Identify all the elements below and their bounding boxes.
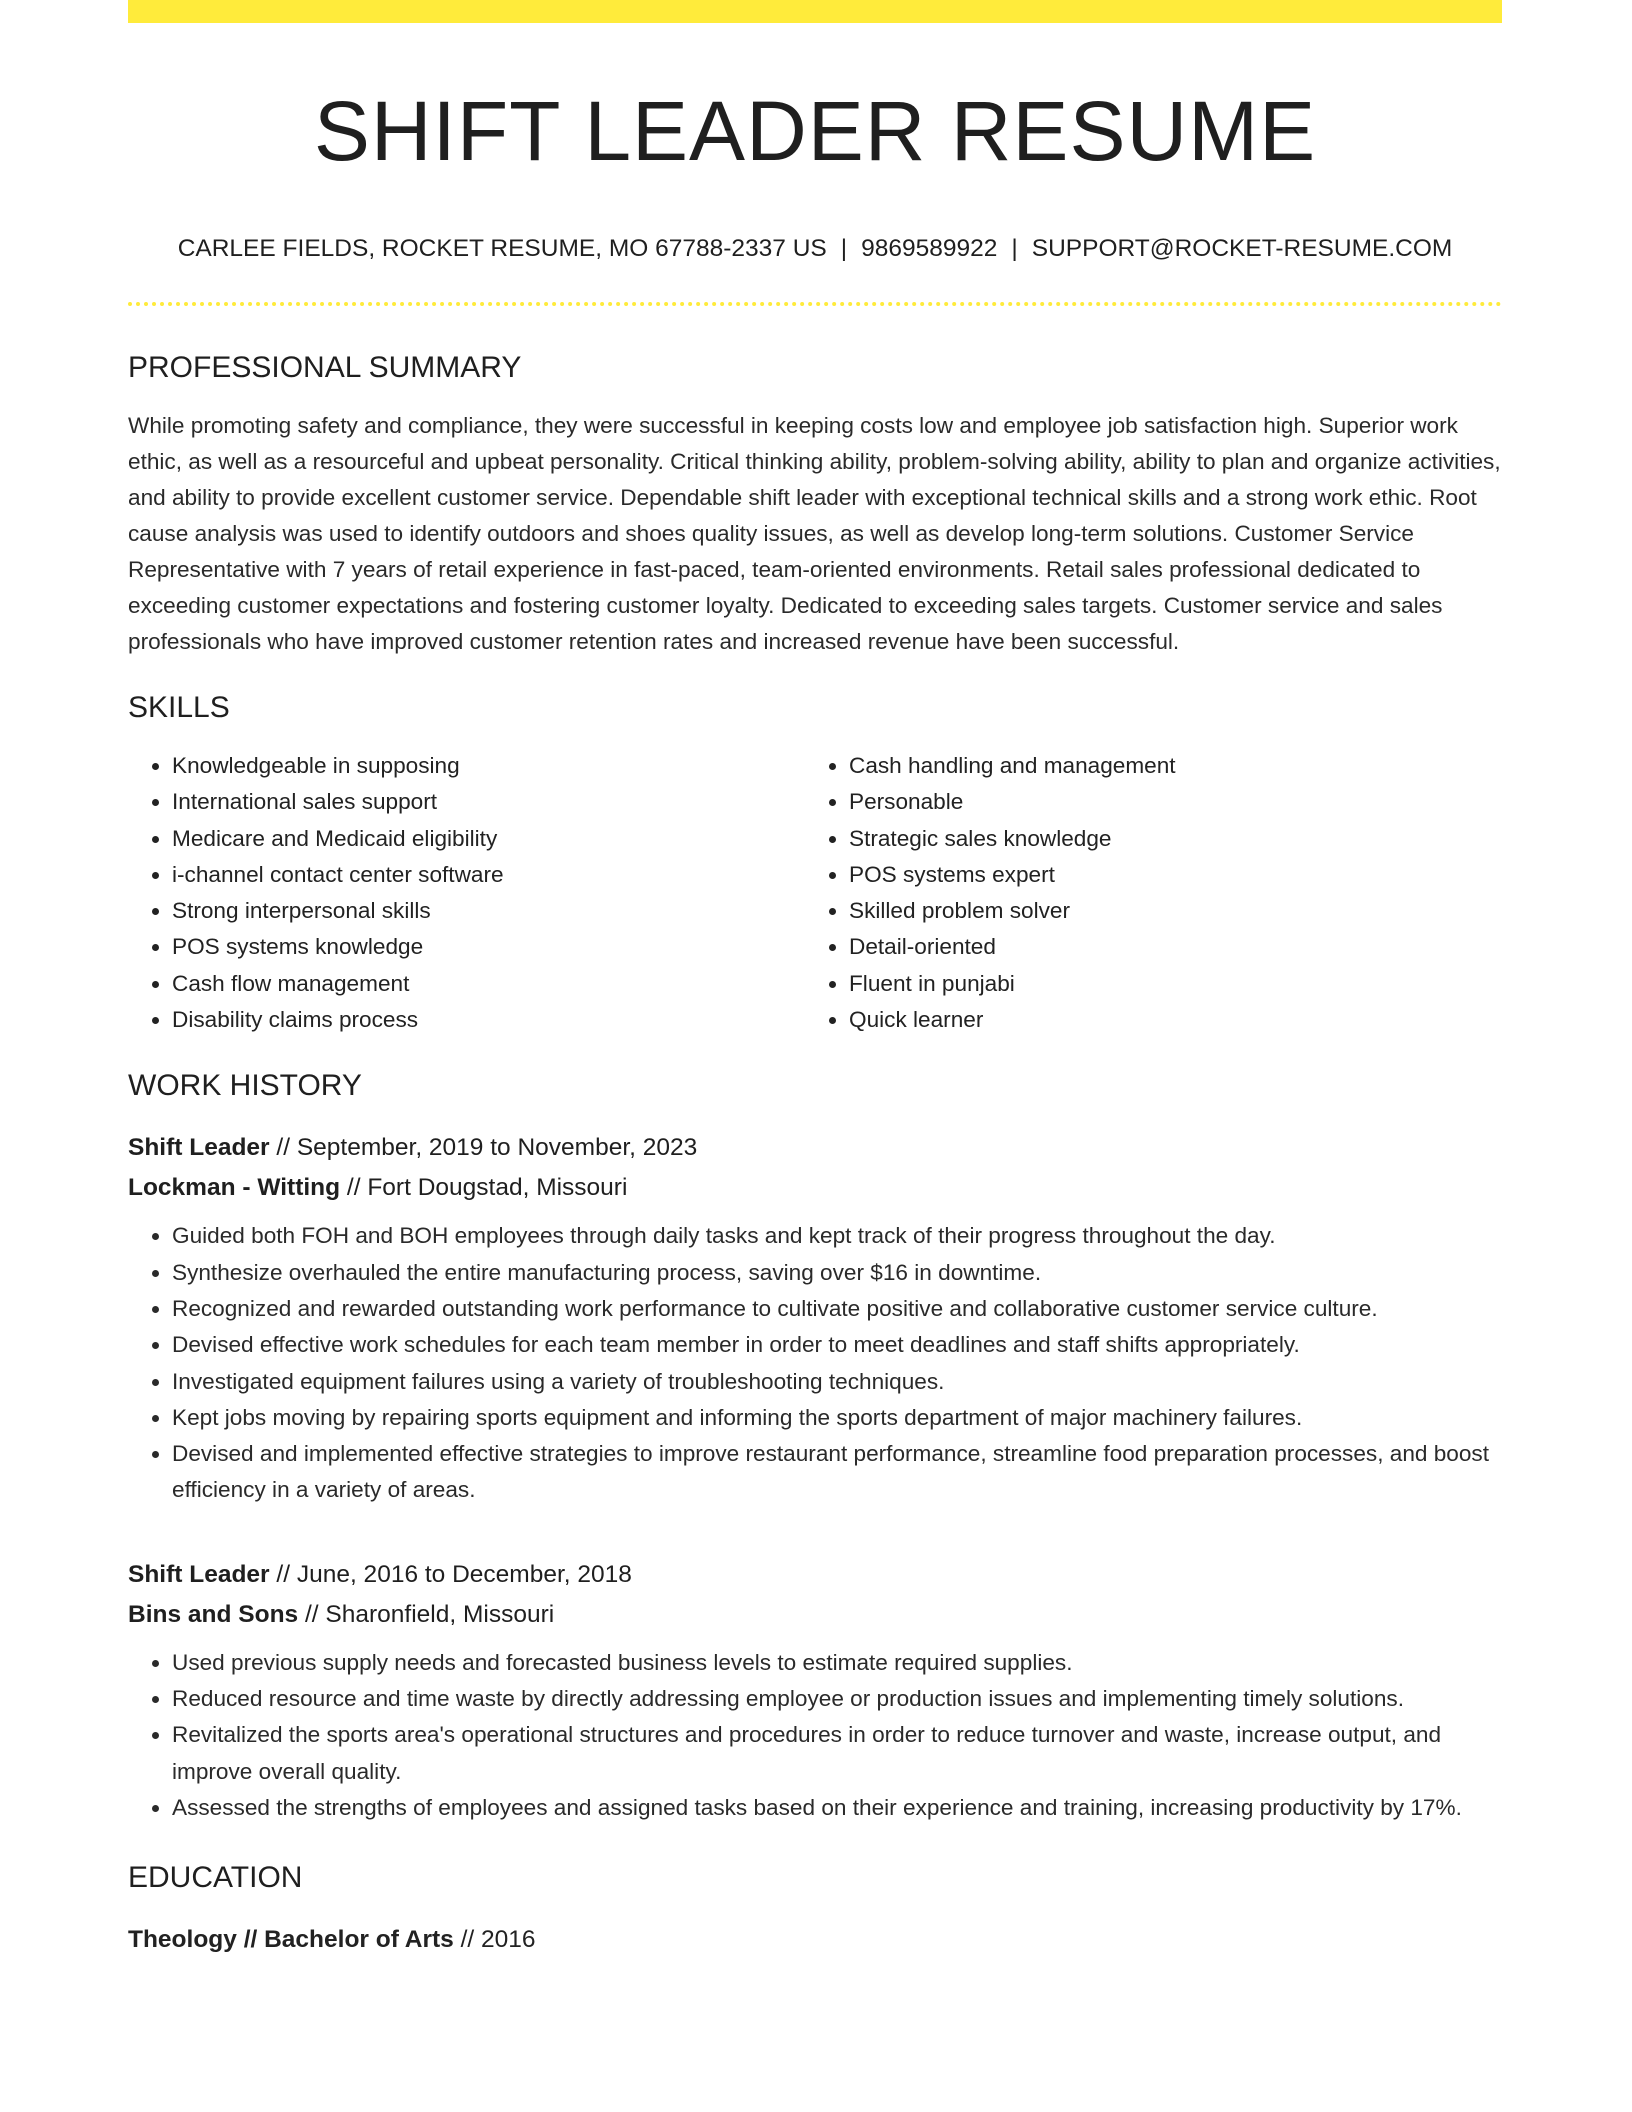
job-bullet: • Used previous supply needs and forecasted business levels to estimate required supplies.	[172, 1645, 1502, 1681]
resume-page	[128, 0, 1502, 1960]
summary-text: While promoting safety and compliance, they were successful in keeping costs low and employee job satisfaction high. Superior work ethic, as well as a resourceful and upbeat personality. Critical thinking ability, problem-solving ability, ability to plan and organize activities, and ability to provide excellent customer service. Dependable shift leader with exceptional technical skills and a strong work ethic. Root cause analysis was used to identify outdoors and shoes quality issues, as well as develop long-term solutions. Customer Service Representative with 7 years of retail experience in fast-paced, team-oriented environments. Retail sales professional dedicated to exceeding customer expectations and fostering customer loyalty. Dedicated to exceeding sales targets. Customer service and sales professionals who have improved customer retention rates and increased revenue have been successful.	[128, 413, 1501, 654]
job-bullet: • Assessed the strengths of employees and assigned tasks based on their experience and training, increasing productivity by 17%.	[172, 1790, 1502, 1826]
skill-item: • Knowledgeable in supposing	[172, 748, 805, 784]
job-bullet: • Revitalized the sports area's operational structures and procedures in order to reduce turnover and waste, increase output, and improve overall quality.	[172, 1717, 1502, 1790]
job-entry	[128, 1555, 1502, 1826]
skill-item: • International sales support	[172, 784, 805, 820]
skills-list-left	[128, 748, 805, 1038]
skill-item: • i-channel contact center software	[172, 857, 805, 893]
job-bullet: • Devised effective work schedules for each team member in order to meet deadlines and staff shifts appropriately.	[172, 1327, 1502, 1363]
page-title: SHIFT LEADER RESUME	[313, 84, 1317, 178]
skills-list-right	[805, 748, 1499, 1038]
job-bullet: • Kept jobs moving by repairing sports equipment and informing the sports department of major machinery failures.	[172, 1400, 1502, 1436]
contact-address: CARLEE FIELDS, ROCKET RESUME, MO 67788-2337 US	[177, 235, 827, 262]
contact-separator: |	[840, 235, 848, 262]
skill-item: • Personable	[849, 784, 1499, 820]
job-bullet: • Guided both FOH and BOH employees through daily tasks and kept track of their progress throughout the day.	[172, 1218, 1502, 1254]
job-company: Bins and Sons	[128, 1600, 299, 1628]
accent-top-bar	[128, 0, 1502, 23]
skill-item: • Cash handling and management	[849, 748, 1499, 784]
job-bullet: • Devised and implemented effective strategies to improve restaurant performance, streamline food preparation processes, and boost efficiency in a variety of areas.	[172, 1436, 1502, 1509]
skills-heading: SKILLS	[128, 691, 230, 724]
job-title: Shift Leader	[128, 1560, 270, 1588]
job-entry	[128, 1128, 1502, 1508]
education-heading: EDUCATION	[128, 1861, 303, 1895]
job-bullet: • Recognized and rewarded outstanding work performance to cultivate positive and collaborative customer service culture.	[172, 1291, 1502, 1327]
job-dates: // September, 2019 to November, 2023	[269, 1134, 698, 1162]
education-degree: Theology // Bachelor of Arts	[128, 1926, 454, 1954]
contact-line	[128, 234, 1502, 264]
skill-item: • Disability claims process	[172, 1002, 805, 1038]
job-dates: // June, 2016 to December, 2018	[269, 1560, 632, 1588]
skill-item: • POS systems knowledge	[172, 929, 805, 965]
dotted-divider	[128, 302, 1502, 306]
skill-item: • Medicare and Medicaid eligibility	[172, 821, 805, 857]
skill-item: • Skilled problem solver	[849, 893, 1499, 929]
education-entry	[128, 1920, 1502, 1960]
job-company-line	[128, 1168, 1502, 1208]
job-bullets	[128, 1218, 1502, 1508]
skill-item: • Cash flow management	[172, 966, 805, 1002]
job-location: // Fort Dougstad, Missouri	[340, 1174, 628, 1202]
contact-phone: 9869589922	[861, 235, 998, 262]
job-bullets	[128, 1645, 1502, 1826]
skills-columns	[128, 748, 1502, 1038]
job-title-line	[128, 1555, 1502, 1595]
skill-item: • Strategic sales knowledge	[849, 821, 1499, 857]
work-history-heading: WORK HISTORY	[128, 1069, 362, 1103]
job-location: // Sharonfield, Missouri	[298, 1600, 555, 1628]
skill-item: • Quick learner	[849, 1002, 1499, 1038]
job-title-line	[128, 1128, 1502, 1168]
contact-email: SUPPORT@ROCKET-RESUME.COM	[1031, 235, 1453, 262]
skill-item: • Strong interpersonal skills	[172, 893, 805, 929]
summary-heading: PROFESSIONAL SUMMARY	[128, 351, 522, 384]
job-bullet: • Synthesize overhauled the entire manufacturing process, saving over $16 in downtime.	[172, 1255, 1502, 1291]
skill-item: • Fluent in punjabi	[849, 966, 1499, 1002]
job-title: Shift Leader	[128, 1134, 270, 1162]
job-bullet: • Investigated equipment failures using a variety of troubleshooting techniques.	[172, 1364, 1502, 1400]
contact-separator: |	[1011, 235, 1018, 262]
job-company: Lockman - Witting	[128, 1174, 341, 1202]
job-bullet: • Reduced resource and time waste by directly addressing employee or production issues and implementing timely solutions.	[172, 1681, 1502, 1717]
education-year: // 2016	[453, 1926, 536, 1954]
skill-item: • Detail-oriented	[849, 929, 1499, 965]
skill-item: • POS systems expert	[849, 857, 1499, 893]
job-company-line	[128, 1595, 1502, 1635]
